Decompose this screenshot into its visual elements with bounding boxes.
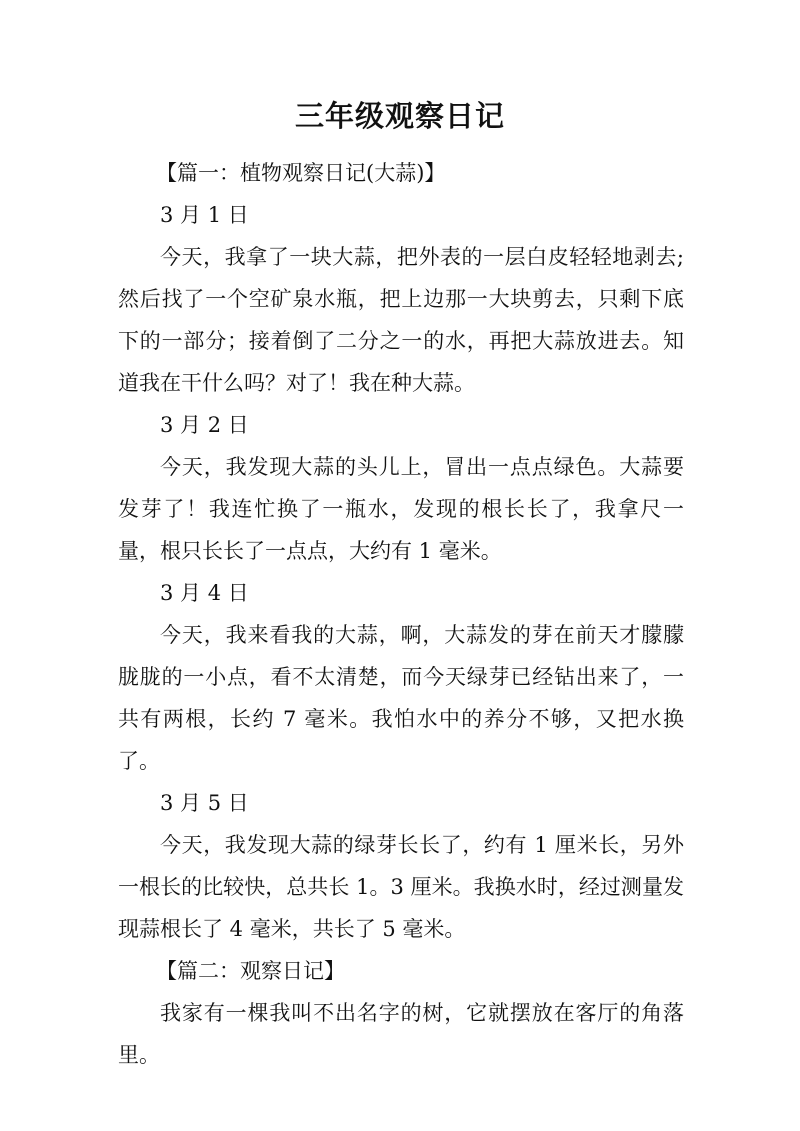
diary-paragraph-5: 我家有一棵我叫不出名字的树，它就摆放在客厅的角落里。 xyxy=(118,1001,684,1067)
section-heading-2: 【篇二：观察日记】 xyxy=(156,959,345,983)
date-entry-4: 3 月 5 日 xyxy=(160,791,249,815)
diary-paragraph-2: 今天，我发现大蒜的头儿上，冒出一点点绿色。大蒜要发芽了！我连忙换了一瓶水，发现的根长长了，我拿尺一量，根只长长了一点点，大约有 1 毫米。 xyxy=(118,455,684,563)
section-heading-1: 【篇一：植物观察日记(大蒜)】 xyxy=(156,161,446,185)
document-title: 三年级观察日记 xyxy=(294,99,505,133)
document-body xyxy=(118,152,684,1076)
date-entry-3: 3 月 4 日 xyxy=(160,581,249,605)
diary-paragraph-3: 今天，我来看我的大蒜，啊，大蒜发的芽在前天才朦朦胧胧的一小点，看不太清楚，而今天绿芽已经钻出来了，一共有两根，长约 7 毫米。我怕水中的养分不够，又把水换了。 xyxy=(118,623,684,773)
date-entry-2: 3 月 2 日 xyxy=(160,413,249,437)
date-entry-1: 3 月 1 日 xyxy=(160,203,249,227)
diary-paragraph-1: 今天，我拿了一块大蒜，把外表的一层白皮轻轻地剥去;然后找了一个空矿泉水瓶，把上边那一大块剪去，只剩下底下的一部分；接着倒了二分之一的水，再把大蒜放进去。知道我在干什么吗？对了！我在种大蒜。 xyxy=(118,245,684,395)
diary-paragraph-4: 今天，我发现大蒜的绿芽长长了，约有 1 厘米长，另外一根长的比较快，总共长 1。3 厘米。我换水时，经过测量发现蒜根长了 4 毫米，共长了 5 毫米。 xyxy=(118,833,684,941)
